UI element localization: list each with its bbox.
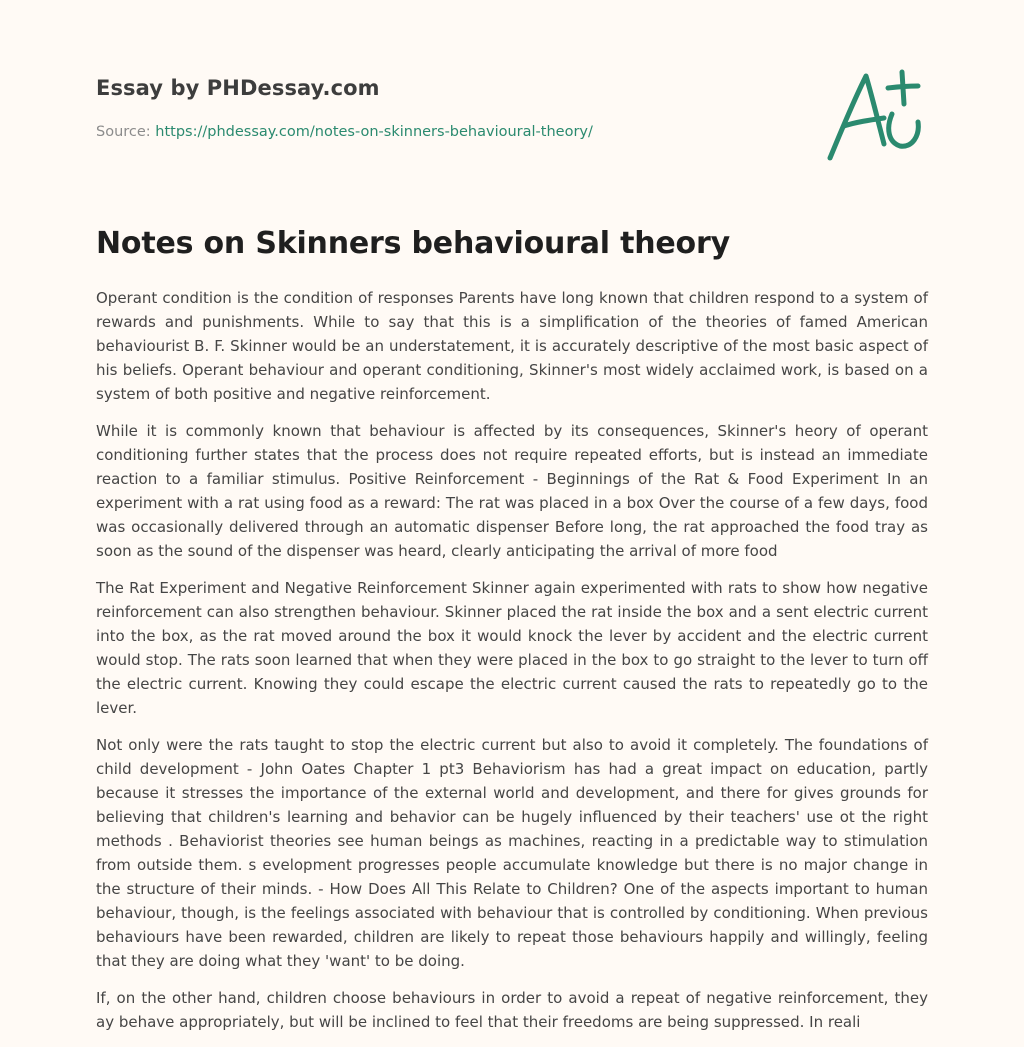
a-plus-grade-icon (826, 66, 926, 166)
paragraph: Operant condition is the condition of responses Parents have long known that children respond to a system of rewards and punishments. While to say that this is a simplification of the theories of famed American behaviourist B. F. Skinner would be an understatement, it is accurately descriptive of the most basic aspect of his beliefs. Operant behaviour and operant conditioning, Skinner's most widely acclaimed work, is based on a system of both positive and negative reinforcement. (96, 289, 928, 403)
article-title: Notes on Skinners behavioural theory (96, 226, 730, 261)
site-brand: Essay by PHDessay.com (96, 76, 380, 100)
paragraph: While it is commonly known that behaviour is affected by its consequences, Skinner's heory of operant conditioning further states that the process does not require repeated efforts, but is instead an immediate reaction to a familiar stimulus. Positive Reinforcement - Beginnings of the Rat & Food Experiment In an experiment with a rat using food as a reward: The rat was placed in a box Over the course of a few days, food was occasionally delivered through an automatic dispenser Before long, the rat approached the food tray as soon as the sound of the dispenser was heard, clearly anticipating the arrival of more food (96, 422, 928, 560)
source-link[interactable]: https://phdessay.com/notes-on-skinners-behavioural-theory/ (155, 124, 593, 140)
source-label: Source: (96, 124, 156, 140)
essay-page (96, 0, 928, 1036)
article-body (96, 286, 928, 1047)
source-line (96, 124, 593, 140)
paragraph: The Rat Experiment and Negative Reinforcement Skinner again experimented with rats to show how negative reinforcement can also strengthen behaviour. Skinner placed the rat inside the box and a sent electric current into the box, as the rat moved around the box it would knock the lever by accident and the electric current would stop. The rats soon learned that when they were placed in the box to go straight to the lever to turn off the electric current. Knowing they could escape the electric current caused the rats to repeatedly go to the lever. (96, 579, 928, 717)
paragraph: If, on the other hand, children choose behaviours in order to avoid a repeat of negative reinforcement, they ay behave appropriately, but will be inclined to feel that their freedoms are being suppressed. In reali (96, 989, 928, 1031)
paragraph: Not only were the rats taught to stop the electric current but also to avoid it completely. The foundations of child development - John Oates Chapter 1 pt3 Behaviorism has had a great impact on education, partly because it stresses the importance of the external world and development, and there for gives grounds for believing that children's learning and behavior can be hugely influenced by their teachers' use ot the right methods . Behaviorist theories see human beings as machines, reacting in a predictable way to stimulation from outside them. s evelopment progresses people accumulate knowledge but there is no major change in the structure of their minds. - How Does All This Relate to Children? One of the aspects important to human behaviour, though, is the feelings associated with behaviour that is controlled by conditioning. When previous behaviours have been rewarded, children are likely to repeat those behaviours happily and willingly, feeling that they are doing what they 'want' to be doing. (96, 736, 928, 970)
